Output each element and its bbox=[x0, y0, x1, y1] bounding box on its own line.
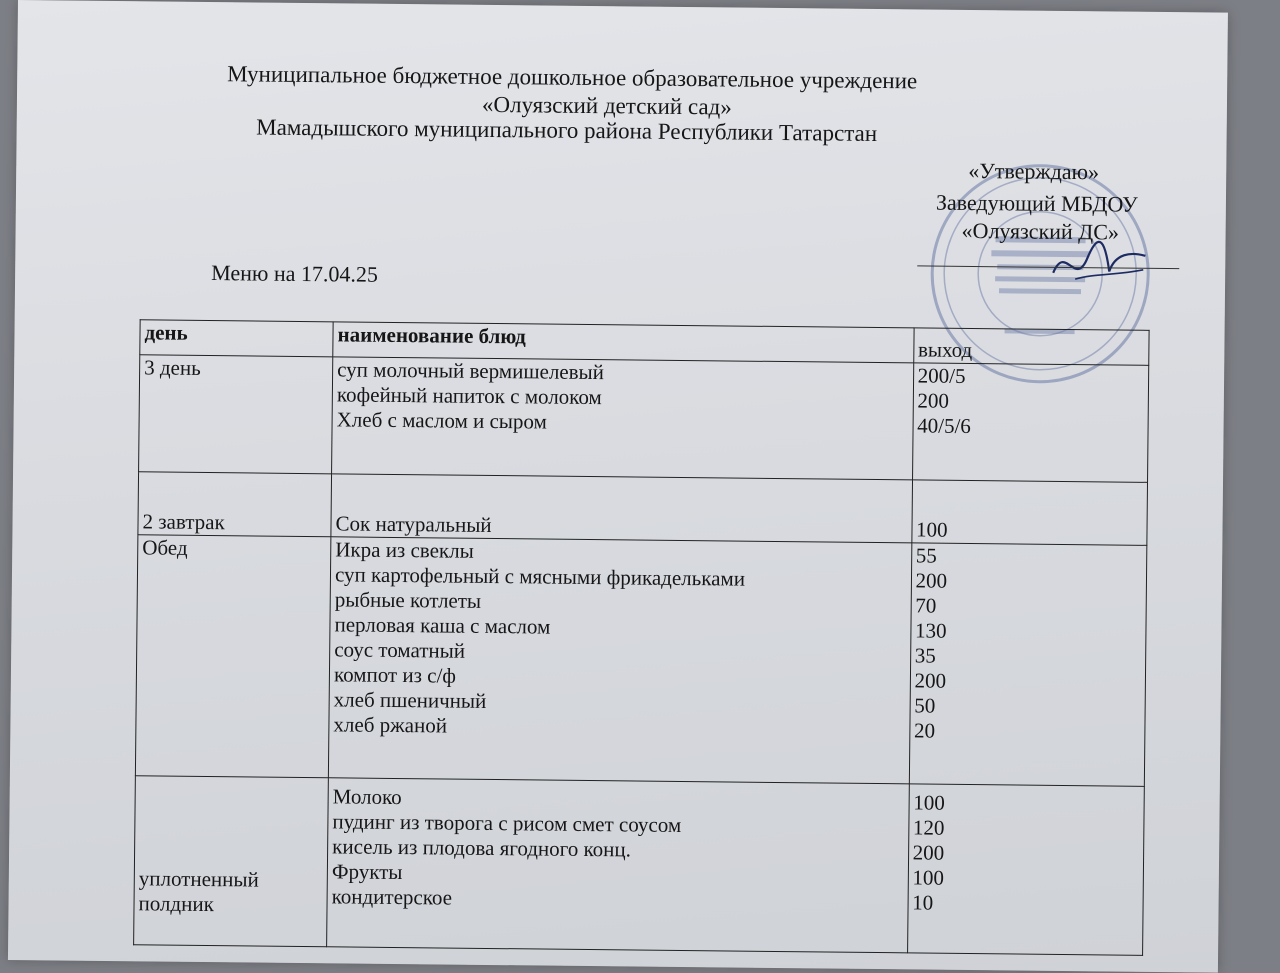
dish-item: перловая каша с маслом bbox=[334, 612, 551, 639]
menu-table bbox=[133, 319, 1150, 956]
day-cell bbox=[134, 776, 329, 947]
approval-organization: «Олуязский ДС» bbox=[961, 217, 1120, 245]
dish-item: компот из с/ф bbox=[333, 662, 457, 688]
menu-title: Меню на 17.04.25 bbox=[211, 260, 379, 287]
institution-name-line1: Муниципальное бюджетное дошкольное образовательное учреждение bbox=[227, 61, 918, 94]
institution-name-line2: «Олуязский детский сад» bbox=[481, 91, 732, 120]
dish-cell bbox=[328, 537, 911, 784]
dish-item: Сок натуральный bbox=[335, 511, 492, 537]
output-value: 70 bbox=[915, 593, 937, 618]
table-row bbox=[138, 472, 1148, 546]
output-value: 200 bbox=[914, 668, 947, 693]
dish-item: суп молочный вермишелевый bbox=[337, 357, 605, 385]
output-cell bbox=[907, 784, 1144, 955]
output-value: 130 bbox=[914, 618, 947, 643]
output-value: 100 bbox=[913, 790, 945, 815]
dish-item: Хлеб с маслом и сыром bbox=[336, 407, 547, 434]
output-value: 100 bbox=[916, 517, 948, 542]
output-cell bbox=[911, 480, 1147, 545]
dish-item: кондитерское bbox=[331, 884, 453, 910]
table-row bbox=[134, 776, 1145, 956]
dish-item: Молоко bbox=[332, 784, 402, 810]
dish-cell bbox=[331, 474, 912, 543]
output-value: 50 bbox=[914, 693, 936, 718]
day-cell: 2 завтрак bbox=[138, 472, 332, 537]
day-cell: 3 день bbox=[139, 355, 333, 474]
day-label: уплотненный полдник bbox=[138, 866, 259, 917]
dish-item: хлеб пшеничный bbox=[333, 687, 487, 713]
dish-cell bbox=[327, 778, 909, 953]
output-value: 200 bbox=[915, 568, 948, 593]
output-value: 100 bbox=[912, 865, 945, 890]
output-value: 40/5/6 bbox=[917, 413, 972, 439]
day-cell: Обед bbox=[135, 535, 331, 778]
output-value: 120 bbox=[912, 815, 945, 840]
output-value: 200/5 bbox=[917, 363, 966, 388]
institution-name-line3: Мамадышского муниципального района Республики Татарстан bbox=[256, 114, 878, 147]
table-row bbox=[139, 355, 1149, 483]
header-dish: наименование блюд bbox=[333, 322, 914, 363]
approval-position: Заведующий МБДОУ bbox=[935, 189, 1138, 217]
output-value: 10 bbox=[912, 890, 934, 915]
dish-item: соус томатный bbox=[334, 637, 466, 663]
table-row bbox=[135, 535, 1146, 787]
menu-document bbox=[8, 0, 1228, 973]
header-output: выход bbox=[913, 328, 1149, 365]
dish-item: хлеб ржаной bbox=[333, 712, 448, 738]
dish-item: Фрукты bbox=[331, 859, 403, 885]
output-value: 200 bbox=[912, 840, 945, 865]
approval-title: «Утверждаю» bbox=[968, 157, 1100, 185]
header-day: день bbox=[140, 320, 333, 357]
output-value: 200 bbox=[917, 388, 950, 413]
output-value: 35 bbox=[914, 643, 936, 668]
dish-cell bbox=[332, 357, 914, 480]
dish-item: суп картофельный с мясными фрикадельками bbox=[334, 562, 746, 591]
dish-item: рыбные котлеты bbox=[334, 587, 482, 613]
dish-item: пудинг из творога с рисом смет соусом bbox=[332, 809, 682, 837]
output-cell bbox=[912, 363, 1149, 482]
output-cell bbox=[909, 543, 1147, 786]
dish-item: кисель из плодова ягодного конц. bbox=[332, 834, 632, 862]
dish-item: кофейный напиток с молоком bbox=[336, 382, 602, 410]
output-value: 55 bbox=[915, 543, 937, 568]
output-value: 20 bbox=[913, 718, 936, 743]
dish-item: Икра из свеклы bbox=[335, 537, 474, 563]
